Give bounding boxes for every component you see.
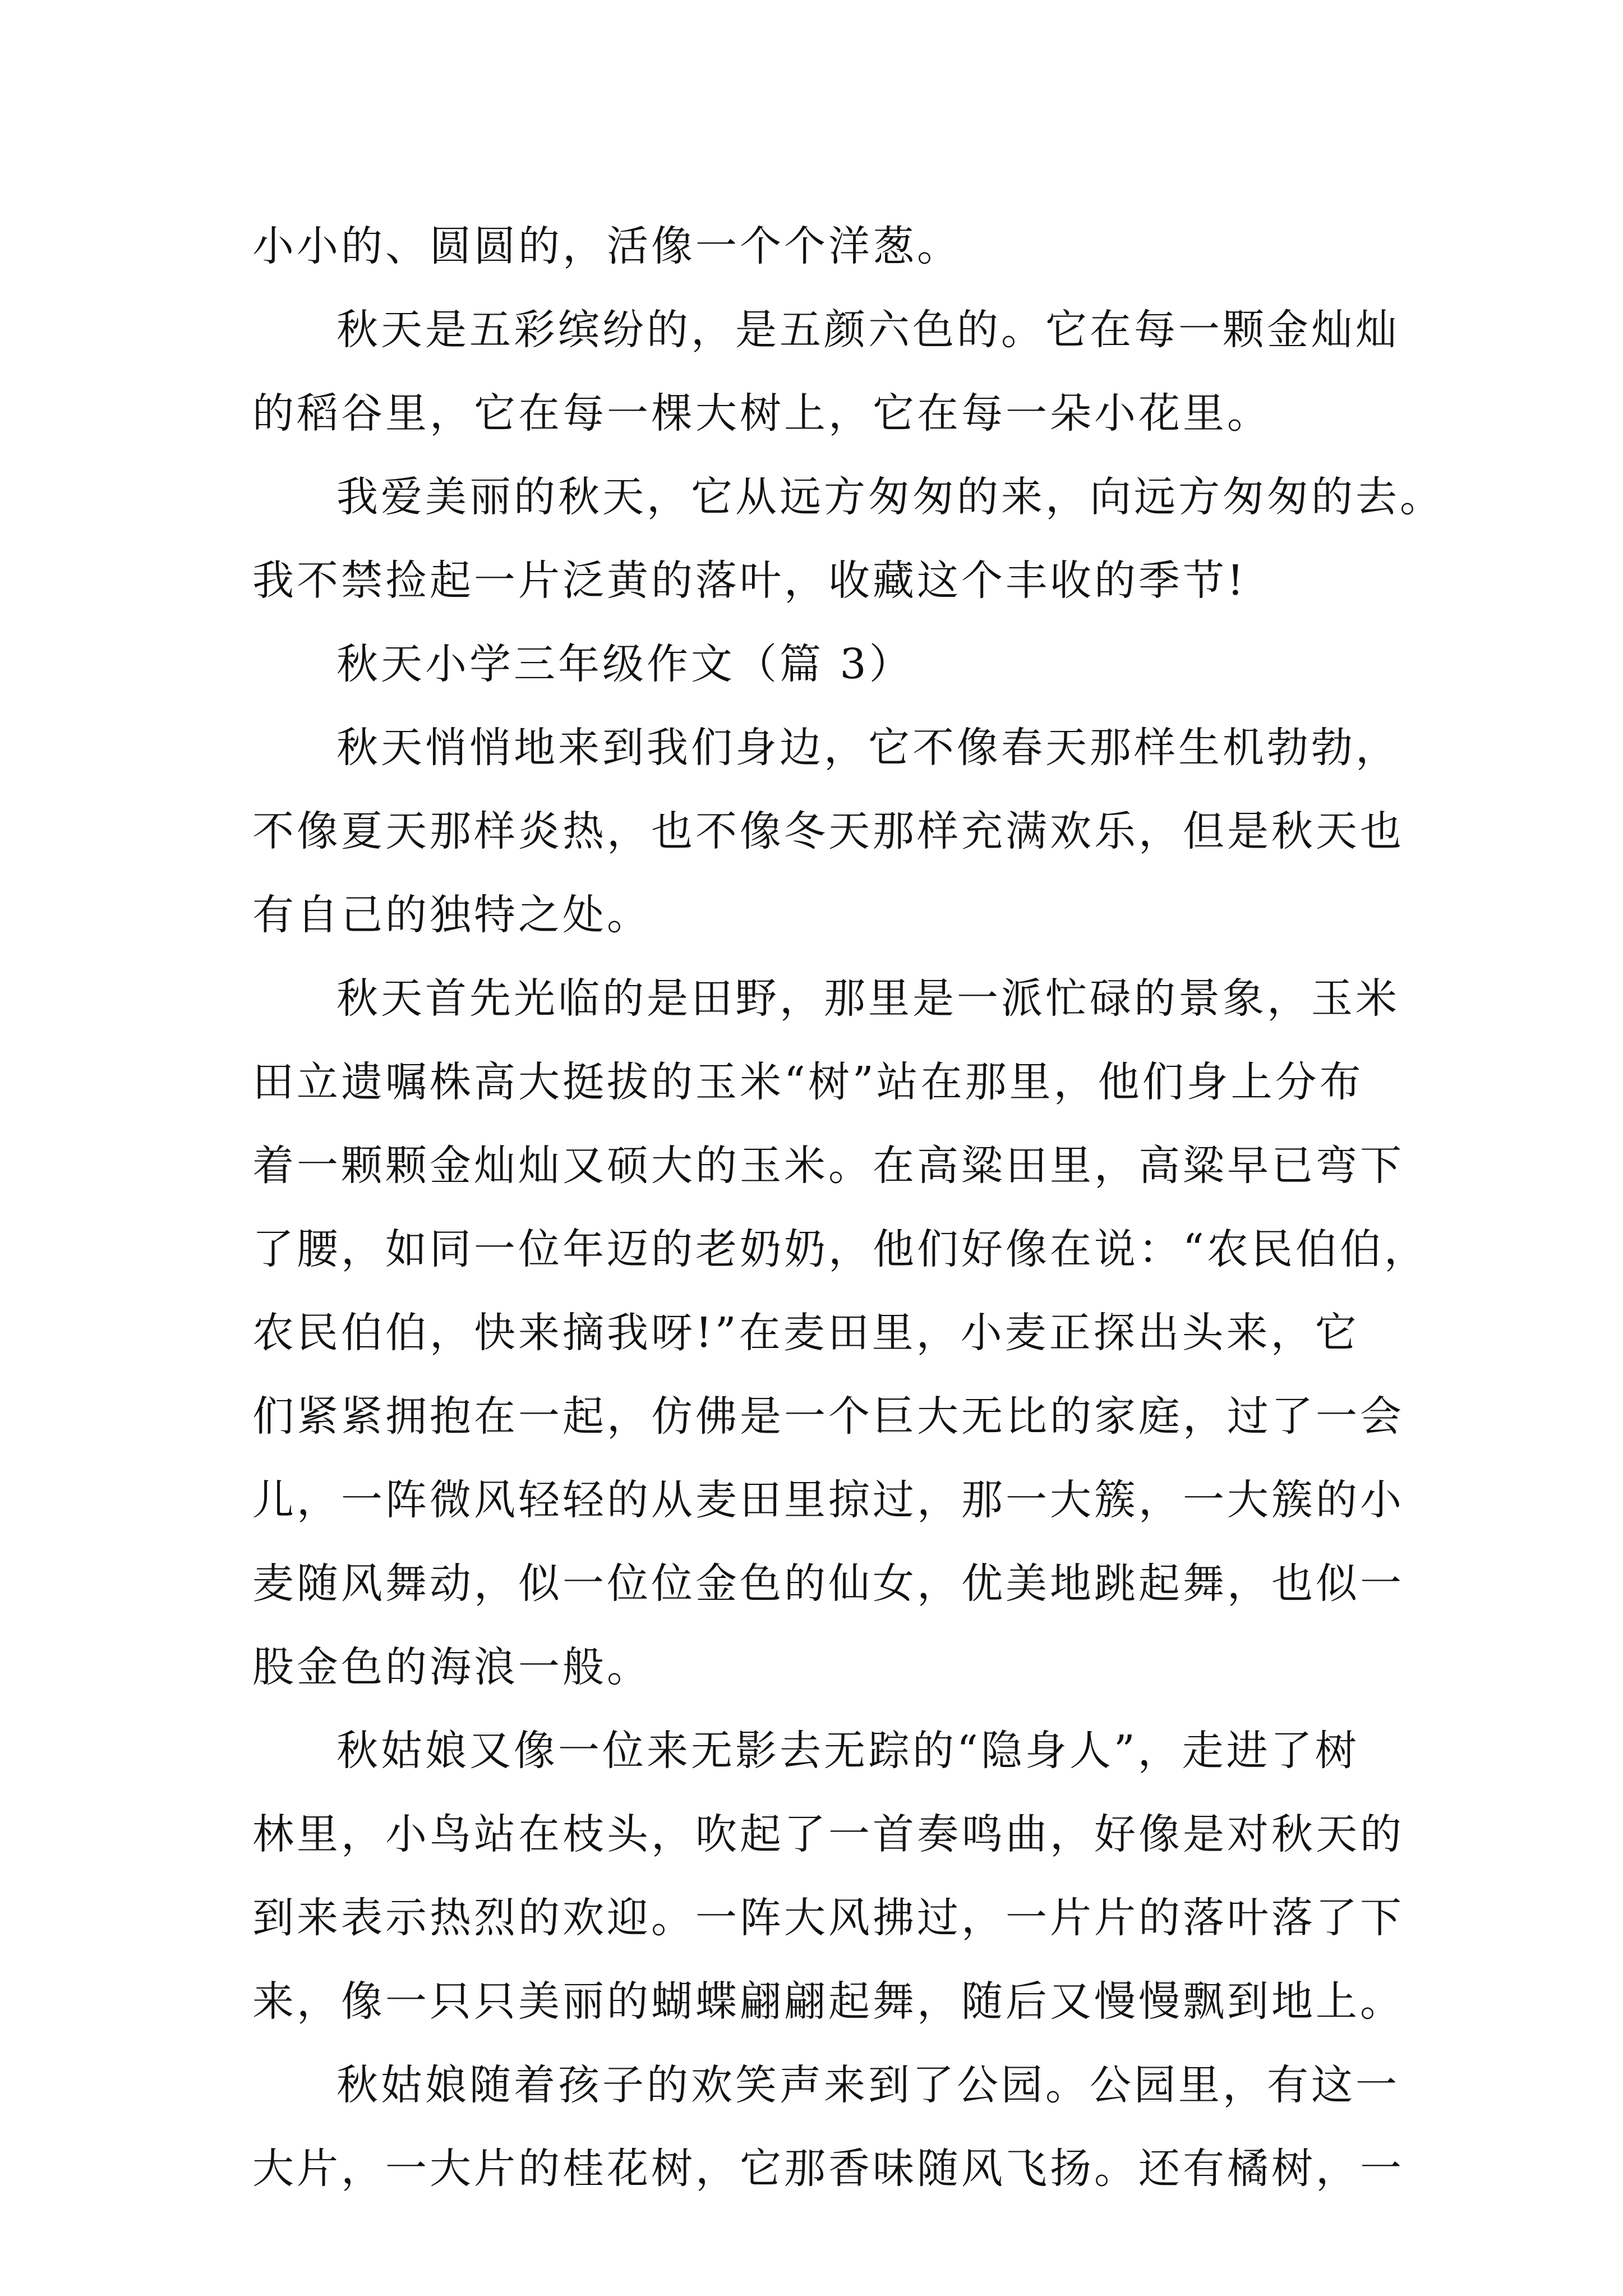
text-line: 秋天是五彩缤纷的，是五颜六色的。它在每一颗金灿灿 (336, 306, 1400, 354)
text-line: 有自己的独特之处。 (252, 891, 651, 939)
text-line: 着一颗颗金灿灿又硕大的玉米。在高粱田里，高粱早已弯下 (252, 1142, 1404, 1190)
text-line: 我不禁捡起一片泛黄的落叶，收藏这个丰收的季节! (252, 556, 1247, 605)
text-line: 不像夏天那样炎热，也不像冬天那样充满欢乐，但是秋天也 (252, 807, 1404, 855)
text-line: 林里，小鸟站在枝头，吹起了一首奏鸣曲，好像是对秋天的 (252, 1810, 1404, 1858)
section-heading: 秋天小学三年级作文（篇 3） (336, 640, 914, 688)
text-line: 秋天悄悄地来到我们身边，它不像春天那样生机勃勃， (336, 724, 1400, 772)
essay-text (252, 205, 1444, 2211)
text-line: 农民伯伯，快来摘我呀!”在麦田里，小麦正探出头来，它 (252, 1309, 1359, 1357)
text-line: 麦随风舞动，似一位位金色的仙女，优美地跳起舞，也似一 (252, 1559, 1404, 1608)
text-line: 秋天首先光临的是田野，那里是一派忙碌的景象，玉米 (336, 974, 1400, 1023)
text-line: 田立遗嘱株高大挺拔的玉米“树”站在那里，他们身上分布 (252, 1058, 1364, 1106)
text-line: 大片，一大片的桂花树，它那香味随风飞扬。还有橘树，一 (252, 2145, 1404, 2193)
text-line: 秋姑娘又像一位来无影去无踪的“隐身人”，走进了树 (336, 1727, 1359, 1775)
text-line: 我爱美丽的秋天，它从远方匆匆的来，向远方匆匆的去。 (336, 473, 1444, 521)
text-line: 到来表示热烈的欢迎。一阵大风拂过，一片片的落叶落了下 (252, 1894, 1404, 1942)
text-line: 的稻谷里，它在每一棵大树上，它在每一朵小花里。 (252, 389, 1271, 438)
text-line: 们紧紧拥抱在一起，仿佛是一个巨大无比的家庭，过了一会 (252, 1392, 1404, 1441)
text-line: 小小的、圆圆的，活像一个个洋葱。 (252, 222, 961, 270)
text-line: 来，像一只只美丽的蝴蝶翩翩起舞，随后又慢慢飘到地上。 (252, 1977, 1404, 2026)
text-line: 了腰，如同一位年迈的老奶奶，他们好像在说：“农民伯伯， (252, 1225, 1428, 1273)
text-line: 股金色的海浪一般。 (252, 1643, 651, 1691)
text-line: 儿，一阵微风轻轻的从麦田里掠过，那一大簇，一大簇的小 (252, 1476, 1404, 1524)
text-line: 秋姑娘随着孩子的欢笑声来到了公园。公园里，有这一 (336, 2061, 1400, 2109)
